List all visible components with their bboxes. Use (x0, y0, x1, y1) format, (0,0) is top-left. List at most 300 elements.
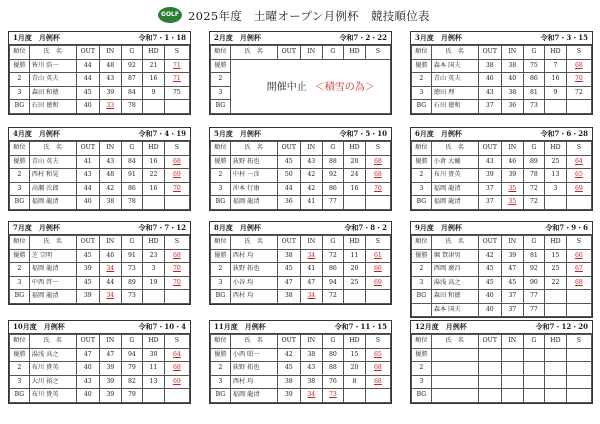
rank-value: 2 (218, 265, 223, 273)
out-value: 37 (485, 184, 494, 192)
out-value: 40 (83, 391, 92, 399)
card-header (411, 128, 592, 141)
name-cell (431, 73, 478, 87)
out-cell (478, 375, 501, 389)
name-cell (29, 155, 76, 169)
card-date: 令和7・11・15 (334, 322, 387, 331)
table-row (10, 73, 190, 87)
name-cell (230, 249, 277, 263)
g-value: 87 (127, 75, 136, 83)
g-cell (121, 290, 143, 304)
g-value: 72 (529, 198, 538, 206)
table-row (211, 169, 391, 183)
out-value: 38 (485, 61, 494, 69)
g-cell (322, 276, 344, 290)
name-value: 青山 英夫 (31, 157, 59, 165)
out-value: 50 (284, 171, 293, 179)
out-value: 39 (485, 171, 494, 179)
column-header: G (523, 236, 545, 250)
name-cell (230, 182, 277, 196)
out-value: 47 (83, 350, 92, 358)
table-row (10, 276, 190, 290)
table-row (211, 155, 391, 169)
month-card (8, 31, 191, 115)
rank-value: 優勝 (415, 350, 428, 358)
in-cell (501, 389, 523, 403)
rank-value: 3 (218, 278, 223, 286)
in-cell (501, 100, 523, 114)
column-header: 順位 (10, 236, 30, 250)
name-value: 沖本 行康 (232, 184, 260, 192)
rank-cell (211, 73, 231, 87)
column-header: HD (545, 236, 567, 250)
name-value: 西村 均 (232, 292, 254, 300)
g-value: 92 (127, 61, 136, 69)
in-cell (300, 290, 322, 304)
g-cell (121, 348, 143, 362)
out-value: 45 (485, 278, 494, 286)
name-cell (29, 86, 76, 100)
rank-value: BG (416, 391, 427, 399)
card-header (210, 32, 391, 45)
rank-cell (412, 73, 432, 87)
g-cell (523, 86, 545, 100)
column-header: 順位 (412, 335, 432, 349)
hd-cell (143, 169, 165, 183)
results-table (210, 235, 391, 304)
table-row (412, 263, 592, 277)
g-cell (121, 59, 143, 73)
name-value: 青山 英夫 (31, 75, 59, 83)
s-cell (566, 196, 591, 210)
cancel-notice (267, 82, 375, 94)
g-cell (523, 182, 545, 196)
in-cell (99, 182, 121, 196)
hd-cell (545, 182, 567, 196)
g-cell (121, 100, 143, 114)
g-cell (121, 182, 143, 196)
out-cell (478, 348, 501, 362)
column-header: OUT (76, 142, 99, 156)
column-header: S (365, 142, 390, 156)
rank-value: BG (416, 198, 427, 206)
out-value: 45 (83, 251, 92, 259)
column-header: G (322, 335, 344, 349)
out-cell (277, 169, 300, 183)
in-value: 34 (307, 251, 316, 259)
table-row (412, 362, 592, 376)
column-header: HD (344, 46, 366, 60)
s-cell (164, 362, 189, 376)
name-value: 福岡 龍清 (433, 198, 461, 206)
name-value: 福岡 龍清 (433, 184, 461, 192)
column-header: S (566, 142, 591, 156)
out-value: 40 (485, 292, 494, 300)
g-cell (523, 348, 545, 362)
month-card (8, 221, 191, 305)
table-row (412, 169, 592, 183)
name-value: 徳田 理 (433, 88, 455, 96)
in-cell (99, 348, 121, 362)
hd-cell (545, 86, 567, 100)
g-value: 88 (328, 364, 337, 372)
hd-value: 15 (551, 251, 560, 259)
table-row (10, 375, 190, 389)
hd-cell (344, 348, 366, 362)
name-cell (29, 362, 76, 376)
g-cell (121, 86, 143, 100)
in-value: 34 (106, 265, 115, 273)
hd-value: 11 (350, 251, 359, 259)
in-cell (501, 73, 523, 87)
page-header (0, 6, 600, 26)
table-row (412, 100, 592, 114)
card-header (411, 222, 592, 235)
s-value: 70 (172, 278, 181, 286)
g-cell (121, 362, 143, 376)
column-header: HD (143, 46, 165, 60)
column-header: 氏 名 (29, 142, 76, 156)
rank-cell (10, 59, 30, 73)
in-cell (501, 169, 523, 183)
out-value: 45 (83, 278, 92, 286)
rank-value: 2 (419, 171, 424, 179)
s-cell (365, 263, 390, 277)
in-value: 43 (307, 157, 316, 165)
in-cell (501, 182, 523, 196)
rank-cell (10, 348, 30, 362)
in-value: 48 (106, 61, 115, 69)
s-cell (566, 348, 591, 362)
hd-cell (143, 59, 165, 73)
results-table (9, 45, 190, 114)
column-header: 順位 (10, 46, 30, 60)
rank-cell (211, 263, 231, 277)
in-value: 38 (508, 88, 517, 96)
g-cell (121, 249, 143, 263)
name-cell (29, 249, 76, 263)
table-header-row (412, 142, 592, 156)
in-cell (99, 362, 121, 376)
table-row (412, 389, 592, 403)
rank-cell (211, 182, 231, 196)
name-value: 布川 貴英 (31, 364, 59, 372)
in-value: 38 (508, 61, 517, 69)
rank-value: 3 (218, 184, 223, 192)
column-header: IN (300, 46, 322, 60)
month-card (410, 127, 593, 211)
card-header (210, 222, 391, 235)
hd-value: 22 (551, 278, 560, 286)
table-row (10, 155, 190, 169)
rank-cell (412, 182, 432, 196)
in-value: 39 (508, 171, 517, 179)
s-value: 68 (373, 157, 382, 165)
g-value: 94 (328, 278, 337, 286)
name-cell (230, 263, 277, 277)
rank-value: 2 (17, 75, 22, 83)
rank-cell (10, 276, 30, 290)
rank-value: 優勝 (13, 61, 26, 69)
name-value: 中西 啓一 (31, 278, 59, 286)
table-header-row (211, 236, 391, 250)
column-header: S (566, 46, 591, 60)
name-value: 中村 一彦 (232, 171, 260, 179)
hd-value: 9 (553, 88, 558, 96)
card-header (9, 222, 190, 235)
name-value: 森田 和徳 (31, 88, 59, 96)
g-cell (322, 389, 344, 403)
in-cell (501, 86, 523, 100)
s-cell (566, 59, 591, 73)
in-value: 39 (106, 364, 115, 372)
rank-cell (10, 182, 30, 196)
out-cell (76, 182, 99, 196)
rank-cell (211, 348, 231, 362)
rank-cell (211, 59, 231, 73)
g-value: 72 (328, 292, 337, 300)
table-row (211, 276, 391, 290)
rank-cell (10, 263, 30, 277)
s-cell (365, 182, 390, 196)
rank-value: BG (215, 391, 226, 399)
table-header-row (412, 46, 592, 60)
name-cell (29, 290, 76, 304)
out-value: 45 (284, 265, 293, 273)
results-table (411, 141, 592, 210)
hd-cell (344, 362, 366, 376)
rank-cell (211, 375, 231, 389)
out-cell (478, 249, 501, 263)
results-table (210, 141, 391, 210)
s-cell (566, 73, 591, 87)
rank-value: 優勝 (13, 251, 26, 259)
column-header: 氏 名 (29, 236, 76, 250)
cancel-text: 開催中止 (266, 81, 307, 93)
column-header: OUT (277, 335, 300, 349)
column-header: S (566, 335, 591, 349)
column-header: 順位 (211, 142, 231, 156)
g-cell (322, 155, 344, 169)
name-value: 森本 国夫 (433, 61, 461, 69)
g-value: 84 (127, 157, 136, 165)
column-header: 順位 (10, 142, 30, 156)
hd-value: 19 (149, 278, 158, 286)
name-value: 皆川 浩一 (31, 61, 59, 69)
s-value: 65 (574, 171, 583, 179)
column-header: OUT (478, 236, 501, 250)
s-value: 75 (172, 88, 181, 96)
results-table (9, 141, 190, 210)
rank-cell (211, 290, 231, 304)
s-value: 71 (172, 61, 181, 69)
g-cell (523, 196, 545, 210)
in-cell (99, 100, 121, 114)
in-value: 46 (508, 157, 517, 165)
table-row (412, 196, 592, 210)
column-header: 順位 (211, 46, 231, 60)
name-cell (29, 348, 76, 362)
table-row (10, 100, 190, 114)
g-value: 78 (127, 102, 136, 110)
card-header (9, 128, 190, 141)
out-cell (478, 276, 501, 290)
out-cell (277, 362, 300, 376)
in-value: 42 (307, 171, 316, 179)
in-cell (300, 362, 322, 376)
rank-value: 優勝 (214, 61, 227, 69)
name-value: 福岡 龍清 (232, 198, 260, 206)
out-value: 45 (485, 265, 494, 273)
hd-value: 20 (350, 265, 359, 273)
s-cell (566, 263, 591, 277)
hd-cell (344, 290, 366, 304)
hd-value: 20 (350, 364, 359, 372)
rank-value: 2 (419, 265, 424, 273)
hd-cell (344, 169, 366, 183)
name-cell (29, 169, 76, 183)
column-header: IN (501, 46, 523, 60)
g-value: 79 (127, 391, 136, 399)
table-row (211, 196, 391, 210)
rank-value: 優勝 (214, 157, 227, 165)
name-cell (431, 375, 478, 389)
rank-cell (412, 348, 432, 362)
out-cell (76, 100, 99, 114)
cancel-reason: ＜積雪の為＞ (314, 81, 375, 93)
results-table (210, 334, 391, 403)
out-cell (76, 249, 99, 263)
results-table (411, 334, 592, 403)
out-value: 45 (284, 157, 293, 165)
g-cell (322, 375, 344, 389)
column-header: HD (344, 335, 366, 349)
table-row (211, 290, 391, 304)
table-header-row (211, 46, 391, 60)
column-header: 氏 名 (431, 142, 478, 156)
out-cell (277, 375, 300, 389)
card-header (210, 321, 391, 334)
name-cell (230, 276, 277, 290)
column-header: 氏 名 (230, 335, 277, 349)
s-value: 64 (574, 157, 583, 165)
table-row (412, 303, 592, 317)
card-date: 令和7・9・6 (545, 223, 588, 232)
name-cell (230, 362, 277, 376)
s-cell (365, 196, 390, 210)
rank-value: 3 (218, 377, 223, 385)
out-cell (277, 155, 300, 169)
name-value: 石田 徳和 (31, 102, 59, 110)
s-cell (164, 375, 189, 389)
g-cell (121, 73, 143, 87)
g-cell (523, 73, 545, 87)
table-row (10, 86, 190, 100)
in-value: 40 (508, 75, 517, 83)
rank-value: 3 (17, 184, 22, 192)
out-cell (76, 375, 99, 389)
s-cell (164, 100, 189, 114)
card-date: 令和7・8・2 (344, 223, 387, 232)
in-cell (501, 155, 523, 169)
column-header: G (121, 46, 143, 60)
table-row (412, 290, 592, 304)
s-cell (164, 155, 189, 169)
s-cell (365, 155, 390, 169)
rank-cell (10, 73, 30, 87)
s-value: 69 (373, 278, 382, 286)
rank-value: BG (215, 102, 226, 110)
month-card (209, 320, 392, 404)
in-cell (99, 59, 121, 73)
s-cell (164, 182, 189, 196)
table-row (10, 169, 190, 183)
card-date: 令和7・4・19 (138, 129, 186, 138)
out-value: 38 (284, 251, 293, 259)
column-header: G (121, 335, 143, 349)
out-value: 40 (83, 102, 92, 110)
rank-cell (10, 362, 30, 376)
g-value: 86 (328, 265, 337, 273)
g-value: 77 (529, 305, 538, 313)
in-value: 39 (106, 391, 115, 399)
g-value: 72 (529, 184, 538, 192)
out-value: 43 (83, 171, 92, 179)
column-header: 氏 名 (230, 46, 277, 60)
column-header: OUT (76, 236, 99, 250)
out-value: 44 (83, 61, 92, 69)
s-value: 69 (172, 377, 181, 385)
results-table (9, 334, 190, 403)
card-date: 令和7・1・18 (138, 33, 186, 42)
table-row (412, 276, 592, 290)
rank-cell (10, 375, 30, 389)
column-header: G (523, 142, 545, 156)
rank-value: 3 (17, 278, 22, 286)
column-header: IN (501, 142, 523, 156)
table-row (211, 59, 391, 73)
rank-cell (412, 263, 432, 277)
hd-value: 25 (551, 265, 560, 273)
column-header: 氏 名 (29, 46, 76, 60)
name-value: 福岡 龍清 (31, 265, 59, 273)
rank-cell (412, 276, 432, 290)
name-cell (230, 155, 277, 169)
in-value: 38 (307, 377, 316, 385)
s-cell (164, 249, 189, 263)
s-cell (566, 100, 591, 114)
g-value: 89 (127, 278, 136, 286)
g-cell (322, 290, 344, 304)
out-cell (76, 276, 99, 290)
hd-value: 24 (350, 171, 359, 179)
column-header: IN (99, 335, 121, 349)
s-value: 61 (373, 251, 382, 259)
table-row (412, 86, 592, 100)
column-header: OUT (277, 236, 300, 250)
in-value: 35 (508, 198, 517, 206)
out-cell (76, 389, 99, 403)
rank-cell (211, 196, 231, 210)
hd-cell (344, 263, 366, 277)
in-cell (300, 249, 322, 263)
hd-cell (344, 196, 366, 210)
column-header: 順位 (10, 335, 30, 349)
name-value: 小谷 均 (232, 278, 254, 286)
s-value: 69 (172, 171, 181, 179)
g-value: 72 (328, 251, 337, 259)
out-value: 37 (485, 102, 494, 110)
